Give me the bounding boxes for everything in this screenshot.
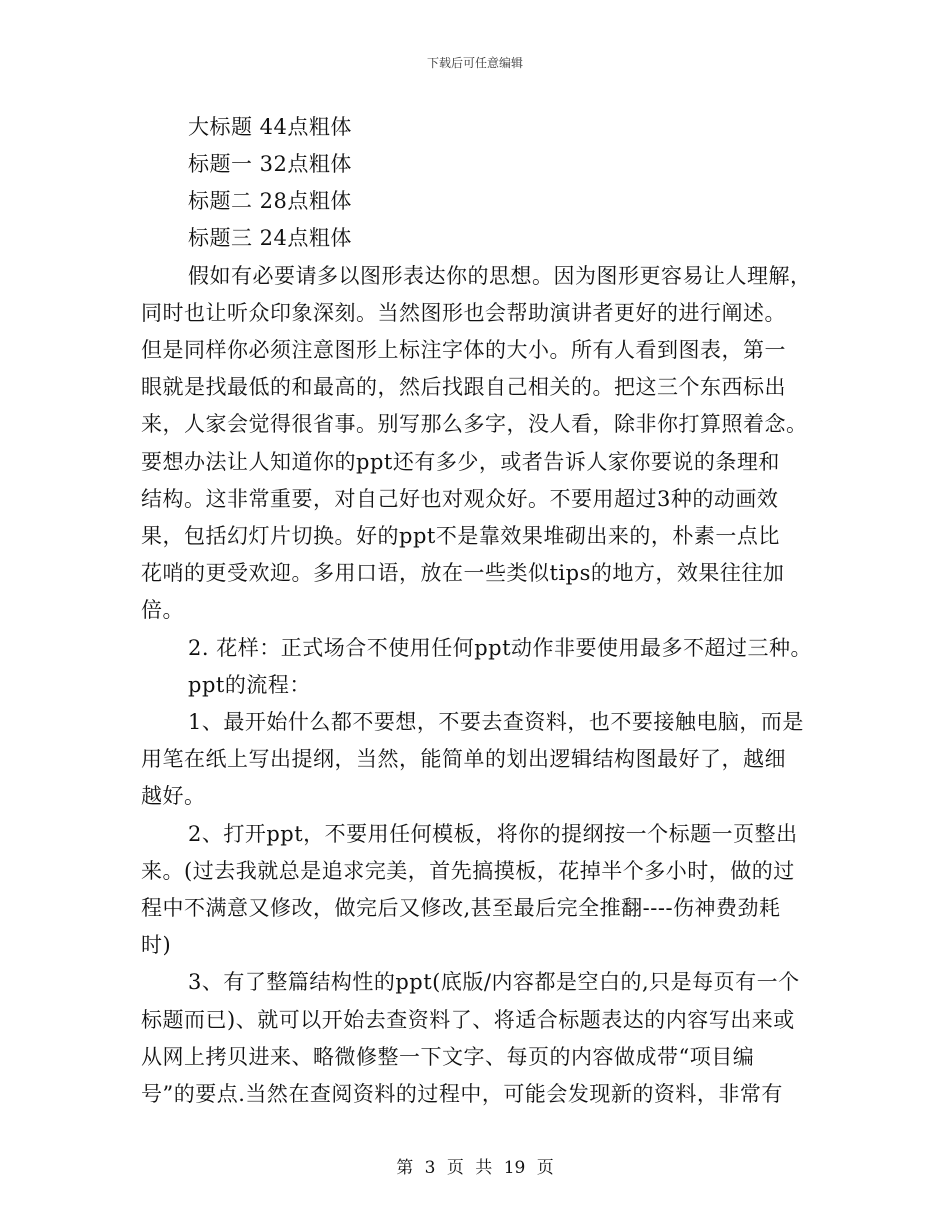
text-line: 假如有必要请多以图形表达你的思想。因为图形更容易让人理解， (188, 264, 812, 288)
text-line: 标题三 24点粗体 (188, 226, 352, 250)
text-line: 果，包括幻灯片切换。好的ppt不是靠效果堆砌出来的，朴素一点比 (141, 524, 780, 548)
text-line: 但是同样你必须注意图形上标注字体的大小。所有人看到图表，第一 (141, 338, 786, 362)
text-line: 标题而已)、就可以开始去查资料了、将适合标题表达的内容写出来或 (141, 1008, 795, 1032)
text-line: 眼就是找最低的和最高的，然后找跟自己相关的。把这三个东西标出 (141, 375, 786, 399)
page-number-footer: 第 3 页 共 19 页 (396, 1158, 554, 1178)
text-line: 2. 花样：正式场合不使用任何ppt动作非要使用最多不超过三种。 (188, 636, 813, 660)
text-line: 从网上拷贝进来、略微修整一下文字、每页的内容做成带“项目编 (141, 1045, 755, 1069)
text-line: 倍。 (141, 598, 184, 622)
text-line: 1、最开始什么都不要想，不要去查资料，也不要接触电脑，而是 (188, 710, 804, 734)
text-line: 用笔在纸上写出提纲，当然，能简单的划出逻辑结构图最好了，越细 (141, 747, 786, 771)
text-line: 大标题 44点粗体 (188, 115, 352, 139)
text-line: 程中不满意又修改，做完后又修改,甚至最后完全推翻----伤神费劲耗 (141, 896, 781, 920)
text-line: 来。(过去我就总是追求完美，首先搞摸板，花掉半个多小时，做的过 (141, 859, 795, 883)
text-line: 要想办法让人知道你的ppt还有多少，或者告诉人家你要说的条理和 (141, 450, 780, 474)
text-line: 标题二 28点粗体 (188, 189, 352, 213)
text-line: ppt的流程： (188, 673, 311, 697)
page-header-note: 下载后可任意编辑 (426, 56, 523, 70)
text-line: 3、有了整篇结构性的ppt(底版/内容都是空白的,只是每页有一个 (188, 970, 800, 994)
text-line: 号”的要点.当然在查阅资料的过程中，可能会发现新的资料，非常有 (141, 1082, 783, 1106)
text-line: 时) (141, 933, 172, 957)
text-line: 花哨的更受欢迎。多用口语，放在一些类似tips的地方，效果往往加 (141, 561, 785, 585)
text-line: 标题一 32点粗体 (188, 152, 352, 176)
text-line: 2、打开ppt，不要用任何模板，将你的提纲按一个标题一页整出 (188, 822, 798, 846)
text-line: 同时也让听众印象深刻。当然图形也会帮助演讲者更好的进行阐述。 (141, 301, 786, 325)
text-line: 越好。 (141, 784, 206, 808)
text-line: 结构。这非常重要，对自己好也对观众好。不要用超过3种的动画效 (141, 487, 779, 511)
text-line: 来，人家会觉得很省事。别写那么多字，没人看，除非你打算照着念。 (141, 412, 808, 436)
